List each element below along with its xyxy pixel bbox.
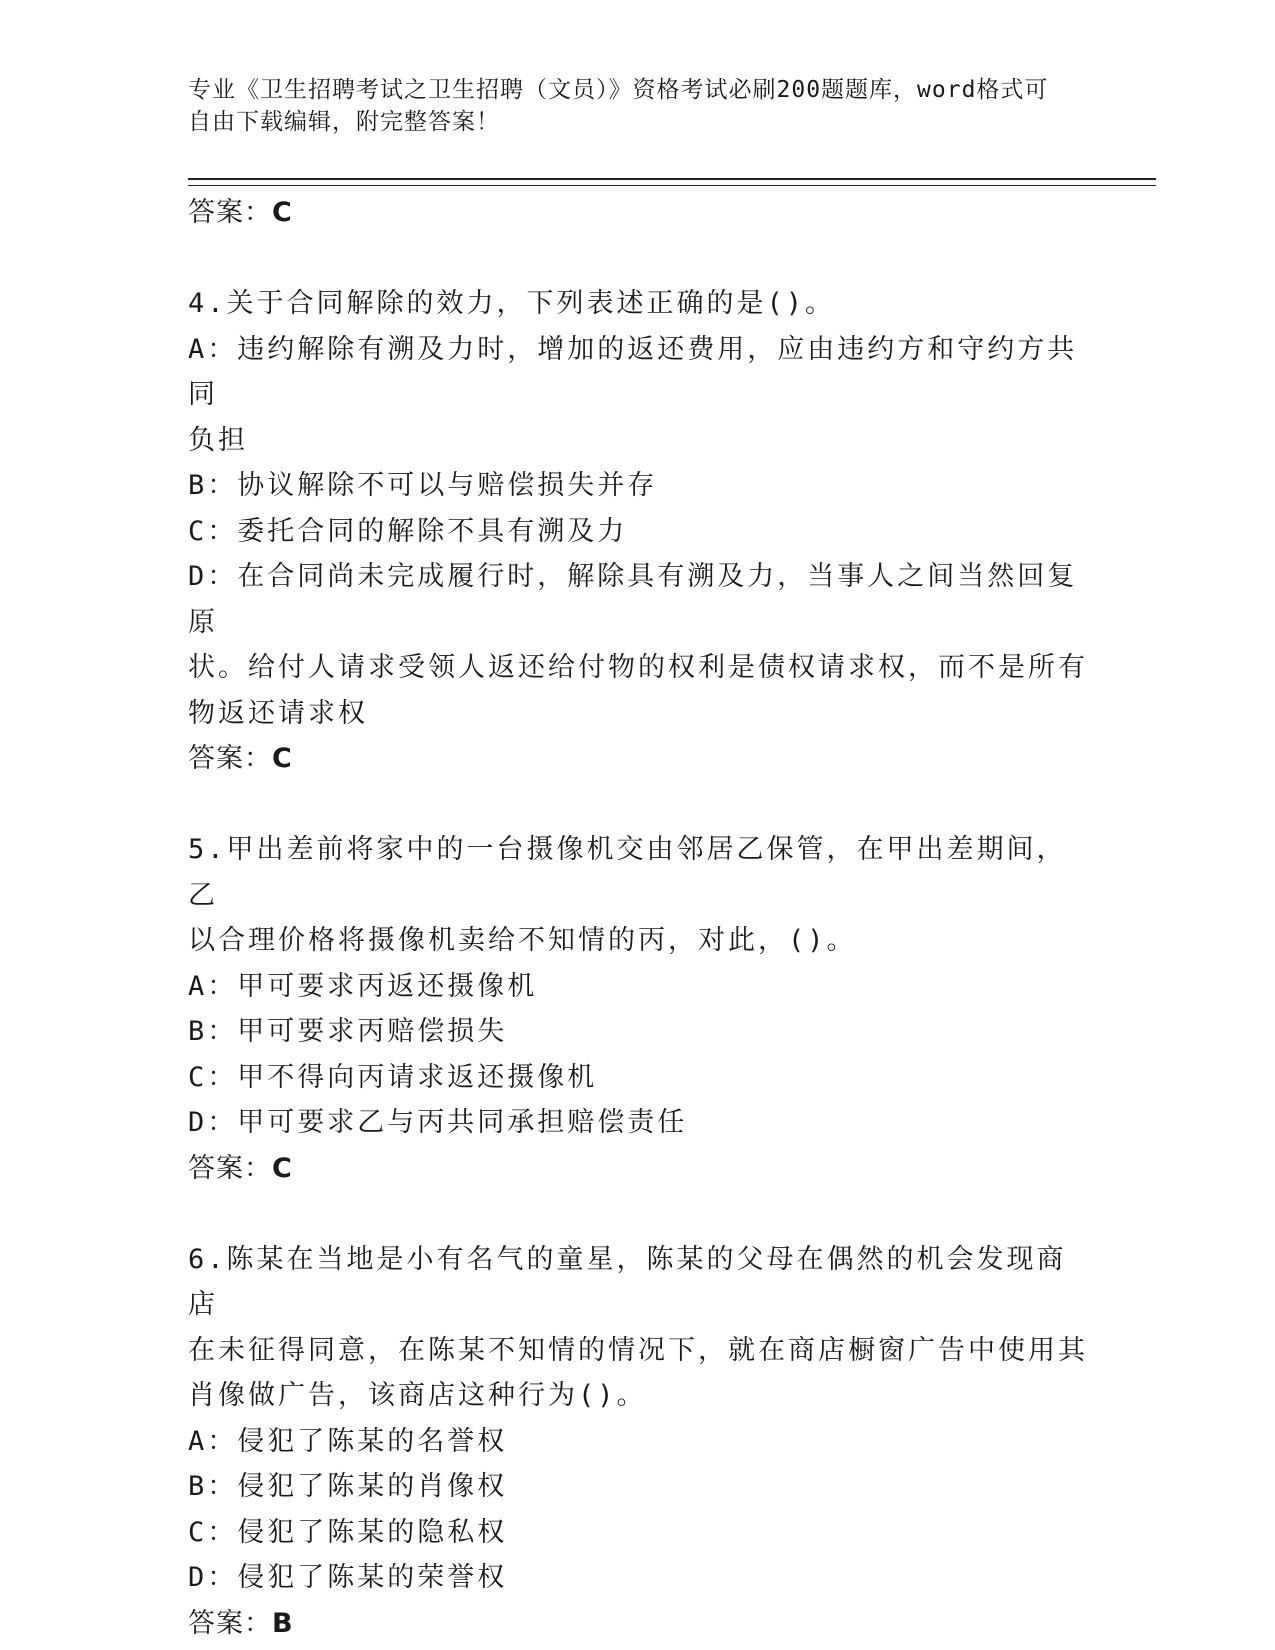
answer-option: [188, 554, 1088, 736]
answer-label: 答案：: [188, 1152, 272, 1184]
question-stem-line: 在未征得同意，在陈某不知情的情况下，就在商店橱窗广告中使用其: [188, 1334, 1088, 1366]
answer-label: 答案：: [188, 197, 272, 228]
question-answer: [188, 736, 1088, 782]
option-text-line: 状。给付人请求受领人返还给付物的权利是债权请求权，而不是所有: [188, 652, 1088, 683]
option-text-line: C：甲不得向丙请求返还摄像机: [188, 1061, 598, 1093]
answer-option: [188, 509, 1088, 555]
answer-label: 答案：: [188, 1607, 272, 1639]
answer-option: [188, 327, 1088, 464]
question-stem-line: 6.陈某在当地是小有名气的童星，陈某的父母在偶然的机会发现商店: [188, 1243, 1067, 1320]
question-block: [188, 281, 1088, 827]
answer-value: C: [272, 743, 292, 774]
option-text-line: 负担: [188, 424, 248, 456]
answer-option: [188, 1009, 1088, 1055]
answer-value: C: [272, 197, 292, 228]
question-list: [188, 281, 1088, 1646]
answer-option: [188, 964, 1088, 1010]
page-header: 专业《卫生招聘考试之卫生招聘（文员）》资格考试必刷200题题库，word格式可自由下载编辑，附完整答案！: [188, 77, 1049, 135]
option-text-line: C：委托合同的解除不具有溯及力: [188, 515, 628, 547]
previous-answer: [188, 190, 1088, 236]
spacer: [188, 1191, 1088, 1237]
option-text-line: C：侵犯了陈某的隐私权: [188, 1516, 508, 1548]
document-body: [188, 190, 1088, 1646]
question-stem-line: 5.甲出差前将家中的一台摄像机交由邻居乙保管，在甲出差期间，乙: [188, 834, 1067, 911]
option-text-line: D：甲可要求乙与丙共同承担赔偿责任: [188, 1107, 688, 1138]
question-stem-line: 以合理价格将摄像机卖给不知情的丙，对此，()。: [188, 925, 857, 956]
option-text-line: B：甲可要求丙赔偿损失: [188, 1016, 508, 1047]
answer-option: [188, 463, 1088, 509]
question-answer: [188, 1146, 1088, 1192]
option-text-line: D：在合同尚未完成履行时，解除具有溯及力，当事人之间当然回复原: [188, 561, 1078, 638]
answer-option: [188, 1464, 1088, 1510]
answer-option: [188, 1100, 1088, 1146]
question-stem-line: 肖像做广告，该商店这种行为()。: [188, 1380, 647, 1411]
option-text-line: B：侵犯了陈某的肖像权: [188, 1471, 508, 1502]
option-text-line: A：侵犯了陈某的名誉权: [188, 1425, 508, 1457]
option-text-line: A：甲可要求丙返还摄像机: [188, 970, 538, 1002]
question-block: [188, 1237, 1088, 1647]
option-text-line: 物返还请求权: [188, 697, 368, 729]
option-text-line: D：侵犯了陈某的荣誉权: [188, 1562, 508, 1593]
header-divider: [188, 178, 1156, 186]
answer-option: [188, 1419, 1088, 1465]
option-text-line: A：违约解除有溯及力时，增加的返还费用，应由违约方和守约方共同: [188, 333, 1078, 410]
spacer: [188, 236, 1088, 282]
answer-value: C: [272, 1152, 292, 1184]
question-answer: [188, 1601, 1088, 1647]
question-block: [188, 827, 1088, 1237]
answer-value: B: [272, 1607, 293, 1639]
option-text-line: B：协议解除不可以与赔偿损失并存: [188, 470, 658, 501]
answer-option: [188, 1055, 1088, 1101]
spacer: [188, 782, 1088, 828]
question-stem-line: 4.关于合同解除的效力，下列表述正确的是()。: [188, 288, 836, 319]
answer-option: [188, 1555, 1088, 1601]
answer-label: 答案：: [188, 743, 272, 774]
answer-option: [188, 1510, 1088, 1556]
